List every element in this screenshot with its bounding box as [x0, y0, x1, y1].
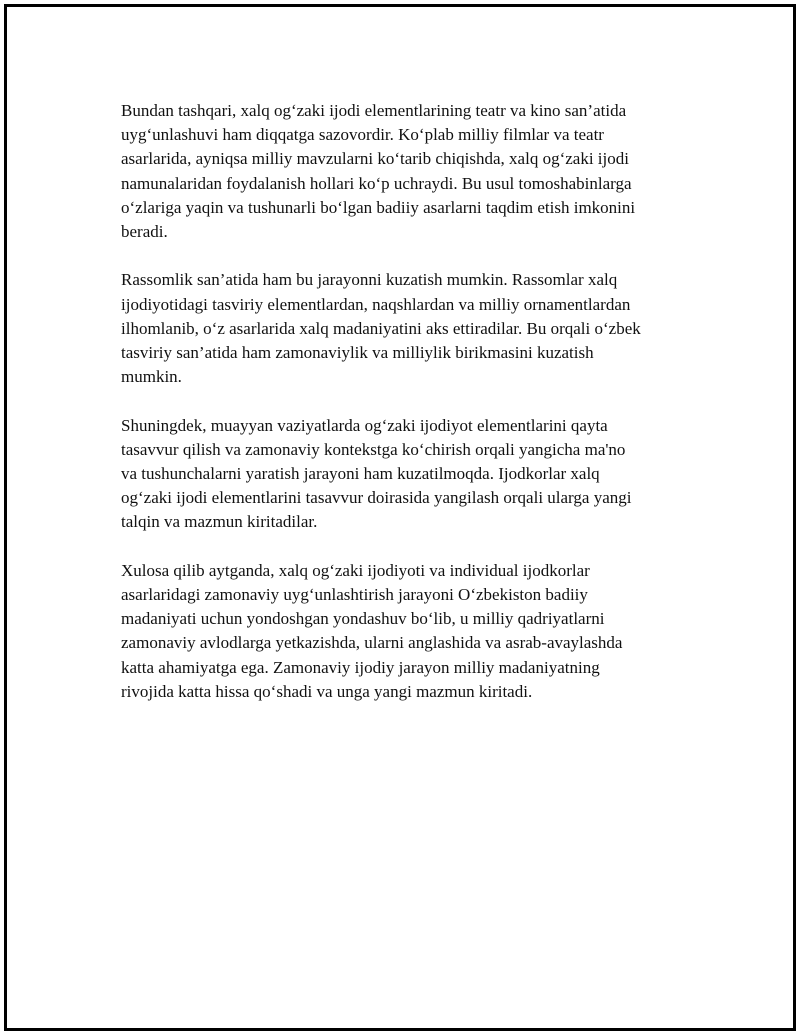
- paragraph-4: Xulosa qilib aytganda, xalq og‘zaki ijodiyoti va individual ijodkorlar asarlaridagi zamonaviy uyg‘unlashtirish jarayoni O‘zbekiston badiiy madaniyati uchun yondoshgan yondashuv bo‘lib, u milliy qadriyatlarni zamonaviy avlodlarga yetkazishda, ularni anglashida va asrab-avaylashda katta ahamiyatga ega. Zamonaviy ijodiy jarayon milliy madaniyatning rivojida katta hissa qo‘shadi va unga yangi mazmun kiritadi.: [121, 560, 623, 701]
- paragraph-3: Shuningdek, muayyan vaziyatlarda og‘zaki ijodiyot elementlarini qayta tasavvur qilish va zamonaviy kontekstga ko‘chirish orqali yangicha ma'no va tushunchalarni yaratish jarayoni ham kuzatilmoqda. Ijodkorlar xalq og‘zaki ijodi elementlarini tasavvur doirasida yangilash orqali ularga yangi talqin va mazmun kiritadilar.: [121, 415, 632, 532]
- document-body: [121, 99, 693, 728]
- paragraph-2: Rassomlik san’atida ham bu jarayonni kuzatish mumkin. Rassomlar xalq ijodiyotidagi tasviriy elementlardan, naqshlardan va milliy ornamentlardan ilhomlanib, o‘z asarlarida xalq madaniyatini aks ettiradilar. Bu orqali o‘zbek tasviriy san’atida ham zamonaviylik va milliylik birikmasini kuzatish mumkin.: [121, 270, 641, 387]
- document-page: [4, 4, 796, 1031]
- paragraph-1: Bundan tashqari, xalq og‘zaki ijodi elementlarining teatr va kino san’atida uyg‘unlashuvi ham diqqatga sazovordir. Ko‘plab milliy filmlar va teatr asarlarida, ayniqsa milliy mavzularni ko‘tarib chiqishda, xalq og‘zaki ijodi namunalaridan foydalanish hollari ko‘p uchraydi. Bu usul tomoshabinlarga o‘zlariga yaqin va tushunarli bo‘lgan badiiy asarlarni taqdim etish imkonini beradi.: [121, 101, 636, 242]
